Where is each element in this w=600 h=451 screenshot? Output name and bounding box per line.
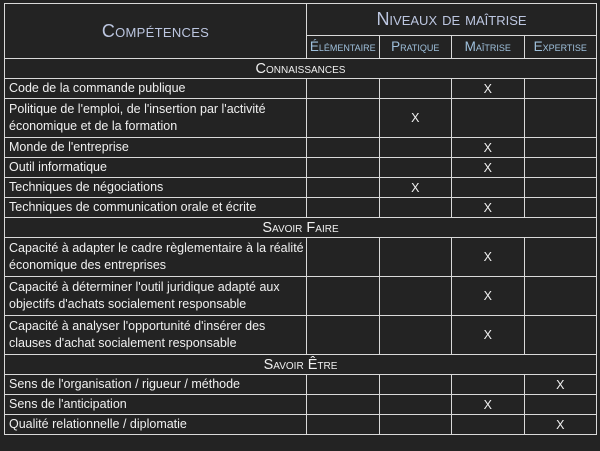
level-cell	[307, 178, 380, 198]
table-row	[5, 178, 597, 198]
level-cell	[307, 238, 380, 277]
table-row	[5, 395, 597, 415]
level-cell: X	[524, 415, 597, 435]
skill-label: Capacité à déterminer l'outil juridique adapté aux objectifs d'achats socialement responsable	[5, 277, 307, 316]
level-cell	[452, 415, 525, 435]
skill-label: Qualité relationnelle / diplomatie	[5, 415, 307, 435]
level-cell	[524, 316, 597, 355]
header-level-expertise: Expertise	[524, 35, 597, 58]
level-cell: X	[452, 238, 525, 277]
level-cell	[307, 198, 380, 218]
level-cell	[524, 158, 597, 178]
level-cell	[452, 99, 525, 138]
table-row	[5, 277, 597, 316]
table-row	[5, 415, 597, 435]
level-cell	[379, 198, 452, 218]
header-competences: Compétences	[5, 4, 307, 59]
header-level-elementaire: Élémentaire	[307, 35, 380, 58]
skill-label: Sens de l'organisation / rigueur / méthode	[5, 375, 307, 395]
level-cell: X	[452, 158, 525, 178]
level-cell	[307, 415, 380, 435]
skill-label: Code de la commande publique	[5, 79, 307, 99]
level-cell	[307, 395, 380, 415]
skill-label: Monde de l'entreprise	[5, 138, 307, 158]
table-row	[5, 158, 597, 178]
level-cell	[524, 395, 597, 415]
competences-table	[4, 3, 597, 435]
header-level-pratique: Pratique	[379, 35, 452, 58]
table-row	[5, 138, 597, 158]
level-cell	[524, 99, 597, 138]
header-niveaux: Niveaux de maîtrise	[307, 4, 597, 36]
skill-label: Capacité à analyser l'opportunité d'insérer des clauses d'achat socialement responsable	[5, 316, 307, 355]
table-row	[5, 238, 597, 277]
level-cell	[524, 238, 597, 277]
level-cell	[379, 316, 452, 355]
level-cell	[307, 158, 380, 178]
section-header: Connaissances	[5, 59, 597, 79]
header-level-maitrise: Maîtrise	[452, 35, 525, 58]
level-cell	[524, 138, 597, 158]
skill-label: Techniques de négociations	[5, 178, 307, 198]
level-cell	[379, 158, 452, 178]
level-cell	[379, 79, 452, 99]
level-cell	[307, 79, 380, 99]
level-cell: X	[379, 99, 452, 138]
table-body	[5, 59, 597, 435]
section-header: Savoir Faire	[5, 218, 597, 238]
level-cell: X	[452, 79, 525, 99]
level-cell: X	[524, 375, 597, 395]
level-cell	[307, 277, 380, 316]
level-cell	[524, 178, 597, 198]
level-cell: X	[452, 277, 525, 316]
table-row	[5, 79, 597, 99]
level-cell	[379, 138, 452, 158]
level-cell	[379, 415, 452, 435]
level-cell	[379, 277, 452, 316]
section-header: Savoir Être	[5, 355, 597, 375]
level-cell: X	[452, 198, 525, 218]
level-cell: X	[452, 138, 525, 158]
level-cell: X	[452, 316, 525, 355]
level-cell	[524, 198, 597, 218]
level-cell	[524, 79, 597, 99]
skill-label: Capacité à adapter le cadre règlementaire à la réalité économique des entreprises	[5, 238, 307, 277]
skill-label: Outil informatique	[5, 158, 307, 178]
table-row	[5, 99, 597, 138]
skill-label: Politique de l'emploi, de l'insertion par l'activité économique et de la formation	[5, 99, 307, 138]
level-cell	[307, 99, 380, 138]
level-cell	[379, 375, 452, 395]
level-cell	[307, 375, 380, 395]
level-cell	[452, 178, 525, 198]
level-cell: X	[379, 178, 452, 198]
level-cell	[307, 138, 380, 158]
level-cell	[524, 277, 597, 316]
competences-table-wrapper	[4, 3, 596, 435]
table-row	[5, 198, 597, 218]
level-cell	[379, 238, 452, 277]
level-cell	[379, 395, 452, 415]
skill-label: Techniques de communication orale et écrite	[5, 198, 307, 218]
level-cell	[307, 316, 380, 355]
skill-label: Sens de l'anticipation	[5, 395, 307, 415]
level-cell	[452, 375, 525, 395]
table-row	[5, 316, 597, 355]
level-cell: X	[452, 395, 525, 415]
table-row	[5, 375, 597, 395]
